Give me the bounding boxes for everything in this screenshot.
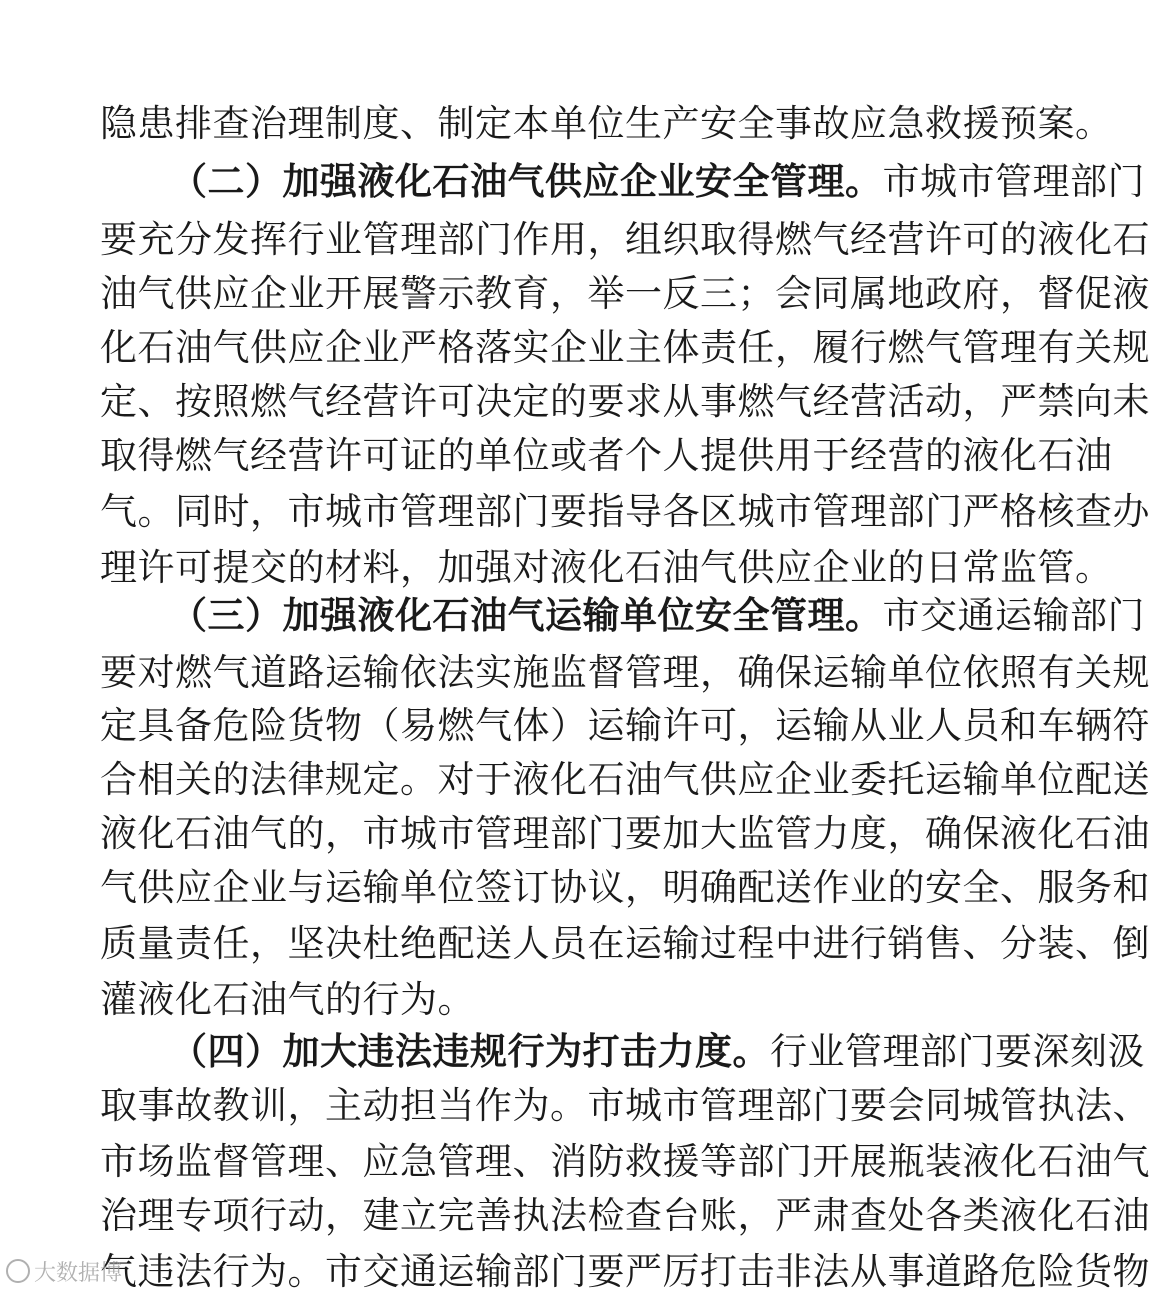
text-line: 液化石油气的，市城市管理部门要加大监管力度，确保液化石油 [100,812,1150,855]
watermark-logo-icon [6,1259,30,1283]
heading-rest: 市交通运输部门 [882,594,1145,637]
section-heading-3 [170,588,1145,644]
heading-title: （二）加强液化石油气供应企业安全管理。 [170,160,883,203]
heading-title: （四）加大违法违规行为打击力度。 [170,1030,770,1073]
text-line: 取事故教训，主动担当作为。市城市管理部门要会同城管执法、 [100,1084,1150,1127]
text-line: 化石油气供应企业严格落实企业主体责任，履行燃气管理有关规 [100,326,1150,369]
text-line: 市场监督管理、应急管理、消防救援等部门开展瓶装液化石油气 [100,1140,1150,1183]
text-line: 灌液化石油气的行为。 [100,978,475,1021]
text-line: 质量责任，坚决杜绝配送人员在运输过程中进行销售、分装、倒 [100,922,1150,965]
text-line: 定具备危险货物（易燃气体）运输许可，运输从业人员和车辆符 [100,704,1150,747]
text-line: 理许可提交的材料，加强对液化石油气供应企业的日常监管。 [100,546,1113,589]
section-heading-2 [170,154,1145,210]
heading-title: （三）加强液化石油气运输单位安全管理。 [170,594,883,637]
text-line: 治理专项行动，建立完善执法检查台账，严肃查处各类液化石油 [100,1194,1150,1237]
text-line: 隐患排查治理制度、制定本单位生产安全事故应急救援预案。 [100,102,1113,145]
text-line: 气。同时，市城市管理部门要指导各区城市管理部门严格核查办 [100,490,1150,533]
watermark [6,1254,122,1288]
text-line: 气供应企业与运输单位签订协议，明确配送作业的安全、服务和 [100,866,1150,909]
heading-rest: 市城市管理部门 [882,160,1145,203]
text-line: 合相关的法律规定。对于液化石油气供应企业委托运输单位配送 [100,758,1150,801]
watermark-text: 大数据博 [34,1260,123,1286]
text-line: 气违法行为。市交通运输部门要严厉打击非法从事道路危险货物 [100,1250,1150,1293]
text-line: 取得燃气经营许可证的单位或者个人提供用于经营的液化石油 [100,434,1113,477]
text-line: 要对燃气道路运输依法实施监督管理，确保运输单位依照有关规 [100,651,1150,694]
text-line: 要充分发挥行业管理部门作用，组织取得燃气经营许可的液化石 [100,218,1150,261]
text-line: 定、按照燃气经营许可决定的要求从事燃气经营活动，严禁向未 [100,380,1150,423]
heading-rest: 行业管理部门要深刻汲 [770,1030,1145,1073]
section-heading-4 [170,1024,1145,1080]
text-line: 油气供应企业开展警示教育，举一反三；会同属地政府，督促液 [100,272,1150,315]
